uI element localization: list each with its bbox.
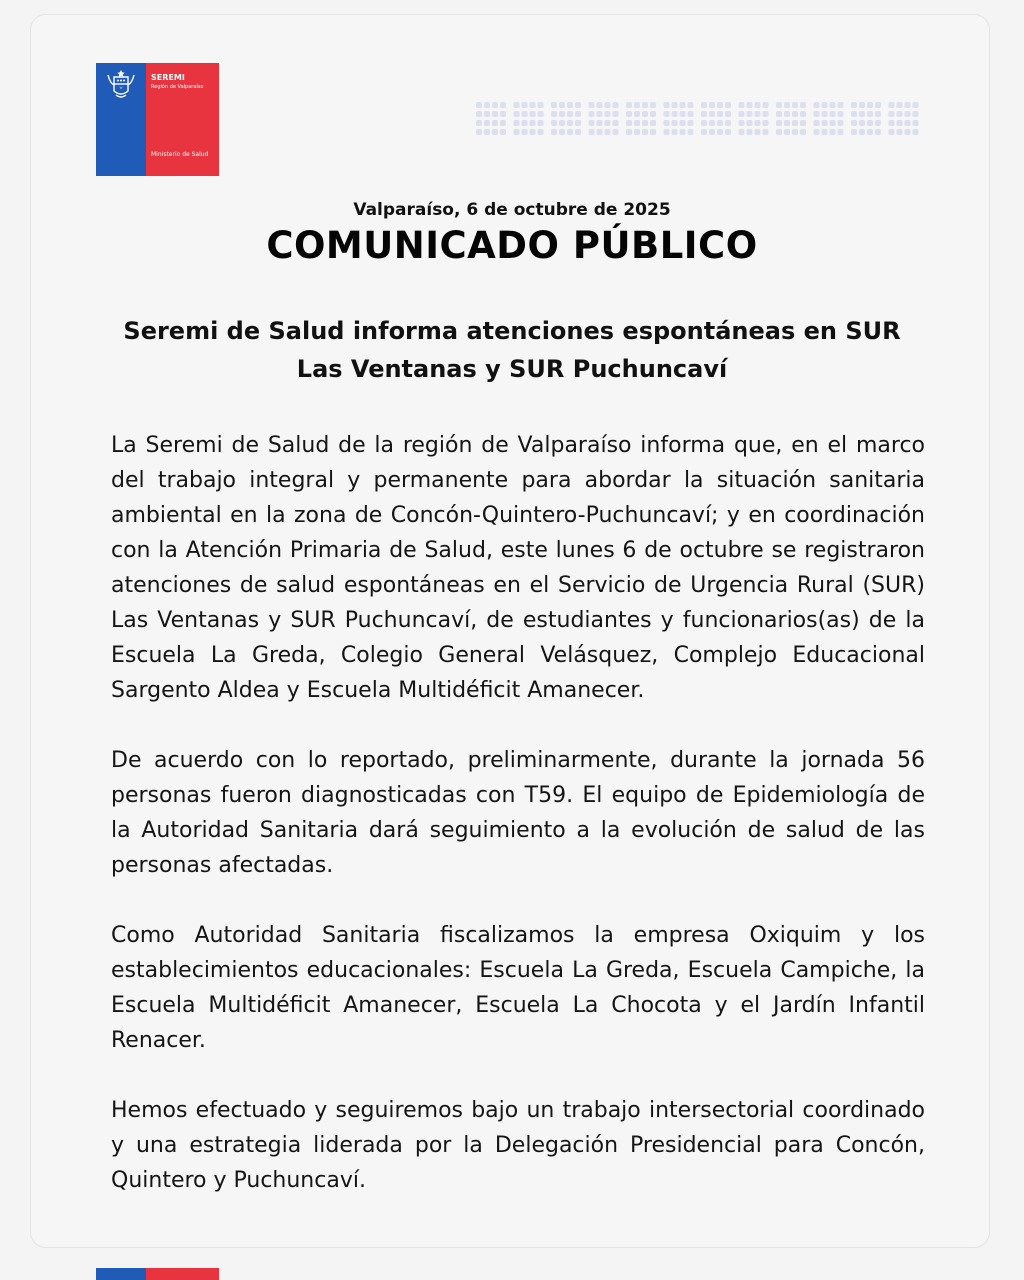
- pattern-dot: [822, 120, 828, 126]
- footer-flag-bar: [96, 1268, 219, 1280]
- pattern-dot: [814, 120, 820, 126]
- pattern-dot: [551, 120, 557, 126]
- pattern-dot: [634, 102, 640, 108]
- pattern-dot: [784, 111, 790, 117]
- pattern-dot: [717, 102, 723, 108]
- pattern-dot: [492, 120, 498, 126]
- pattern-dot: [792, 102, 798, 108]
- pattern-dot: [838, 111, 844, 117]
- logo-red-block: [146, 63, 219, 176]
- pattern-dot: [484, 120, 490, 126]
- pattern-dot: [913, 111, 919, 117]
- pattern-dot: [688, 102, 694, 108]
- pattern-dot: [650, 129, 656, 135]
- pattern-dot: [522, 120, 528, 126]
- pattern-dot: [838, 129, 844, 135]
- pattern-dot: [680, 129, 686, 135]
- pattern-dot: [747, 111, 753, 117]
- pattern-dot: [859, 120, 865, 126]
- pattern-dot: [538, 111, 544, 117]
- pattern-dot: [739, 120, 745, 126]
- pattern-dot: [575, 102, 581, 108]
- pattern-dot: [613, 102, 619, 108]
- pattern-dot: [709, 111, 715, 117]
- pattern-dot: [725, 111, 731, 117]
- pattern-dot: [589, 111, 595, 117]
- pattern-dot: [650, 120, 656, 126]
- pattern-dot: [709, 129, 715, 135]
- pattern-dot: [575, 111, 581, 117]
- pattern-dot: [589, 102, 595, 108]
- pattern-dot: [851, 120, 857, 126]
- pattern-dot: [514, 129, 520, 135]
- pattern-dot: [822, 129, 828, 135]
- pattern-dot: [701, 129, 707, 135]
- pattern-dot: [522, 129, 528, 135]
- pattern-dot: [492, 129, 498, 135]
- pattern-dot: [664, 111, 670, 117]
- pattern-dot: [597, 111, 603, 117]
- pattern-dot: [875, 111, 881, 117]
- pattern-dot: [642, 129, 648, 135]
- pattern-dot: [559, 102, 565, 108]
- pattern-dot: [680, 102, 686, 108]
- paragraph-2: De acuerdo con lo reportado, preliminarmente, durante la jornada 56 personas fueron diagnosticadas con T59. El equipo de Epidemiología de la Autoridad Sanitaria dará seguimiento a la evolución de salud de las personas afectadas.: [111, 748, 925, 878]
- logo-ministry-label: Ministerio de Salud: [151, 151, 209, 158]
- pattern-dot: [709, 102, 715, 108]
- pattern-dot: [680, 120, 686, 126]
- seremi-logo: [96, 63, 219, 176]
- pattern-dot: [538, 102, 544, 108]
- pattern-dot: [650, 102, 656, 108]
- pattern-dot: [889, 120, 895, 126]
- pattern-dot: [500, 102, 506, 108]
- pattern-dot: [530, 120, 536, 126]
- pattern-dot: [747, 129, 753, 135]
- body-text: [111, 428, 925, 1233]
- pattern-dot: [514, 120, 520, 126]
- pattern-dot: [589, 120, 595, 126]
- pattern-dot: [484, 111, 490, 117]
- pattern-dot: [814, 129, 820, 135]
- pattern-dot: [905, 120, 911, 126]
- pattern-dot: [822, 111, 828, 117]
- pattern-dot: [642, 111, 648, 117]
- pattern-dot: [755, 111, 761, 117]
- pattern-dot: [688, 129, 694, 135]
- pattern-dot: [672, 129, 678, 135]
- pattern-dot: [567, 120, 573, 126]
- pattern-dot: [830, 102, 836, 108]
- pattern-dot: [763, 129, 769, 135]
- pattern-dot: [672, 102, 678, 108]
- pattern-dot: [830, 111, 836, 117]
- pattern-dot: [905, 111, 911, 117]
- pattern-dot: [672, 111, 678, 117]
- pattern-dot: [800, 102, 806, 108]
- pattern-dot: [905, 102, 911, 108]
- pattern-dot: [717, 120, 723, 126]
- pattern-dot: [776, 102, 782, 108]
- pattern-dot: [605, 120, 611, 126]
- pattern-dot: [597, 120, 603, 126]
- pattern-dot: [626, 120, 632, 126]
- pattern-dot: [739, 129, 745, 135]
- pattern-dot: [814, 102, 820, 108]
- pattern-dot: [500, 120, 506, 126]
- pattern-dot: [755, 102, 761, 108]
- pattern-dot: [889, 129, 895, 135]
- pattern-dot: [913, 120, 919, 126]
- pattern-dot: [889, 111, 895, 117]
- pattern-dot: [500, 111, 506, 117]
- pattern-dot: [709, 120, 715, 126]
- pattern-dot: [784, 102, 790, 108]
- pattern-dot: [484, 102, 490, 108]
- pattern-dot: [476, 129, 482, 135]
- footer-blue-block: [96, 1268, 146, 1280]
- pattern-dot: [776, 129, 782, 135]
- pattern-dot: [642, 120, 648, 126]
- pattern-dot: [589, 129, 595, 135]
- logo-region-label: Región de Valparaíso: [151, 84, 204, 90]
- pattern-dot: [800, 120, 806, 126]
- pattern-dot: [688, 111, 694, 117]
- pattern-dot: [867, 129, 873, 135]
- pattern-dot: [784, 120, 790, 126]
- pattern-dot: [613, 120, 619, 126]
- pattern-dot: [522, 111, 528, 117]
- pattern-dot: [626, 129, 632, 135]
- pattern-dot: [717, 129, 723, 135]
- footer-red-block: [146, 1268, 219, 1280]
- pattern-dot: [567, 129, 573, 135]
- pattern-dot: [634, 120, 640, 126]
- pattern-dot: [597, 102, 603, 108]
- pattern-dot: [634, 111, 640, 117]
- logo-blue-block: [96, 63, 146, 176]
- pattern-dot: [514, 102, 520, 108]
- pattern-dot: [755, 129, 761, 135]
- pattern-dot: [530, 102, 536, 108]
- pattern-dot: [522, 102, 528, 108]
- pattern-dot: [551, 111, 557, 117]
- decorative-pattern: [476, 100, 926, 140]
- pattern-dot: [739, 111, 745, 117]
- pattern-dot: [492, 111, 498, 117]
- pattern-dot: [476, 102, 482, 108]
- pattern-dot: [642, 102, 648, 108]
- pattern-dot: [897, 120, 903, 126]
- pattern-dot: [913, 129, 919, 135]
- pattern-dot: [867, 111, 873, 117]
- pattern-dot: [672, 120, 678, 126]
- pattern-dot: [822, 102, 828, 108]
- pattern-dot: [725, 129, 731, 135]
- pattern-dot: [859, 111, 865, 117]
- pattern-dot: [755, 120, 761, 126]
- pattern-dot: [559, 129, 565, 135]
- pattern-dot: [889, 102, 895, 108]
- pattern-dot: [763, 102, 769, 108]
- page-title: COMUNICADO PÚBLICO: [266, 224, 758, 267]
- pattern-dot: [664, 120, 670, 126]
- pattern-dot: [905, 129, 911, 135]
- logo-org-label: SEREMI: [151, 73, 185, 82]
- pattern-dot: [747, 102, 753, 108]
- pattern-dot: [776, 111, 782, 117]
- pattern-dot: [875, 102, 881, 108]
- pattern-dot: [814, 111, 820, 117]
- pattern-dot: [567, 111, 573, 117]
- chile-crest-icon: [102, 67, 140, 105]
- paragraph-1: La Seremi de Salud de la región de Valparaíso informa que, en el marco del trabajo integral y permanente para abordar la situación sanitaria ambiental en la zona de Concón-Quintero-Puchuncaví; y en coordinación con la Atención Primaria de Salud, este lunes 6 de octubre se registraron atenciones de salud espontáneas en el Servicio de Urgencia Rural (SUR) Las Ventanas y SUR Puchuncaví, de estudiantes y funcionarios(as) de la Escuela La Greda, Colegio General Velásquez, Complejo Educacional Sargento Aldea y Escuela Multidéficit Amanecer.: [111, 433, 925, 703]
- pattern-dot: [626, 102, 632, 108]
- pattern-dot: [792, 120, 798, 126]
- pattern-dot: [739, 102, 745, 108]
- pattern-dot: [613, 129, 619, 135]
- pattern-dot: [897, 111, 903, 117]
- paragraph-3: Como Autoridad Sanitaria fiscalizamos la empresa Oxiquim y los establecimientos educacionales: Escuela La Greda, Escuela Campiche, la Escuela Multidéficit Amanecer, Escuela La Chocota y el Jardín Infantil Renacer.: [111, 923, 925, 1053]
- headline: Seremi de Salud informa atenciones espontáneas en SUR Las Ventanas y SUR Puchuncaví: [123, 317, 901, 383]
- date-line: Valparaíso, 6 de octubre de 2025: [353, 200, 671, 220]
- pattern-dot: [664, 102, 670, 108]
- pattern-dot: [701, 120, 707, 126]
- pattern-dot: [559, 111, 565, 117]
- pattern-dot: [688, 120, 694, 126]
- pattern-dot: [664, 129, 670, 135]
- pattern-dot: [763, 120, 769, 126]
- pattern-dot: [913, 102, 919, 108]
- pattern-dot: [538, 129, 544, 135]
- pattern-dot: [747, 120, 753, 126]
- pattern-dot: [605, 111, 611, 117]
- pattern-dot: [792, 129, 798, 135]
- pattern-dot: [650, 111, 656, 117]
- pattern-dot: [500, 129, 506, 135]
- pattern-dot: [792, 111, 798, 117]
- pattern-dot: [538, 120, 544, 126]
- paragraph-4: Hemos efectuado y seguiremos bajo un trabajo intersectorial coordinado y una estrategia liderada por la Delegación Presidencial para Concón, Quintero y Puchuncaví.: [111, 1098, 925, 1193]
- pattern-dot: [859, 129, 865, 135]
- pattern-dot: [800, 129, 806, 135]
- pattern-dot: [492, 102, 498, 108]
- pattern-dot: [597, 129, 603, 135]
- pattern-dot: [897, 102, 903, 108]
- pattern-dot: [551, 129, 557, 135]
- pattern-dot: [701, 102, 707, 108]
- pattern-dot: [725, 120, 731, 126]
- pattern-dot: [830, 120, 836, 126]
- pattern-dot: [613, 111, 619, 117]
- pattern-dot: [530, 129, 536, 135]
- pattern-dot: [605, 102, 611, 108]
- pattern-dot: [530, 111, 536, 117]
- pattern-dot: [605, 129, 611, 135]
- pattern-dot: [859, 102, 865, 108]
- pattern-dot: [838, 120, 844, 126]
- pattern-dot: [851, 102, 857, 108]
- pattern-dot: [551, 102, 557, 108]
- pattern-dot: [559, 120, 565, 126]
- pattern-dot: [484, 129, 490, 135]
- pattern-dot: [784, 129, 790, 135]
- pattern-dot: [725, 102, 731, 108]
- pattern-dot: [514, 111, 520, 117]
- pattern-dot: [830, 129, 836, 135]
- pattern-dot: [717, 111, 723, 117]
- pattern-dot: [875, 129, 881, 135]
- pattern-dot: [867, 120, 873, 126]
- pattern-dot: [575, 120, 581, 126]
- pattern-dot: [567, 102, 573, 108]
- pattern-dot: [476, 120, 482, 126]
- pattern-dot: [851, 111, 857, 117]
- pattern-dot: [867, 102, 873, 108]
- pattern-dot: [776, 120, 782, 126]
- pattern-dot: [634, 129, 640, 135]
- pattern-dot: [875, 120, 881, 126]
- pattern-dot: [575, 129, 581, 135]
- pattern-dot: [838, 102, 844, 108]
- pattern-dot: [800, 111, 806, 117]
- pattern-dot: [626, 111, 632, 117]
- pattern-dot: [680, 111, 686, 117]
- pattern-dot: [476, 111, 482, 117]
- pattern-dot: [851, 129, 857, 135]
- pattern-dot: [701, 111, 707, 117]
- pattern-dot: [897, 129, 903, 135]
- pattern-dot: [763, 111, 769, 117]
